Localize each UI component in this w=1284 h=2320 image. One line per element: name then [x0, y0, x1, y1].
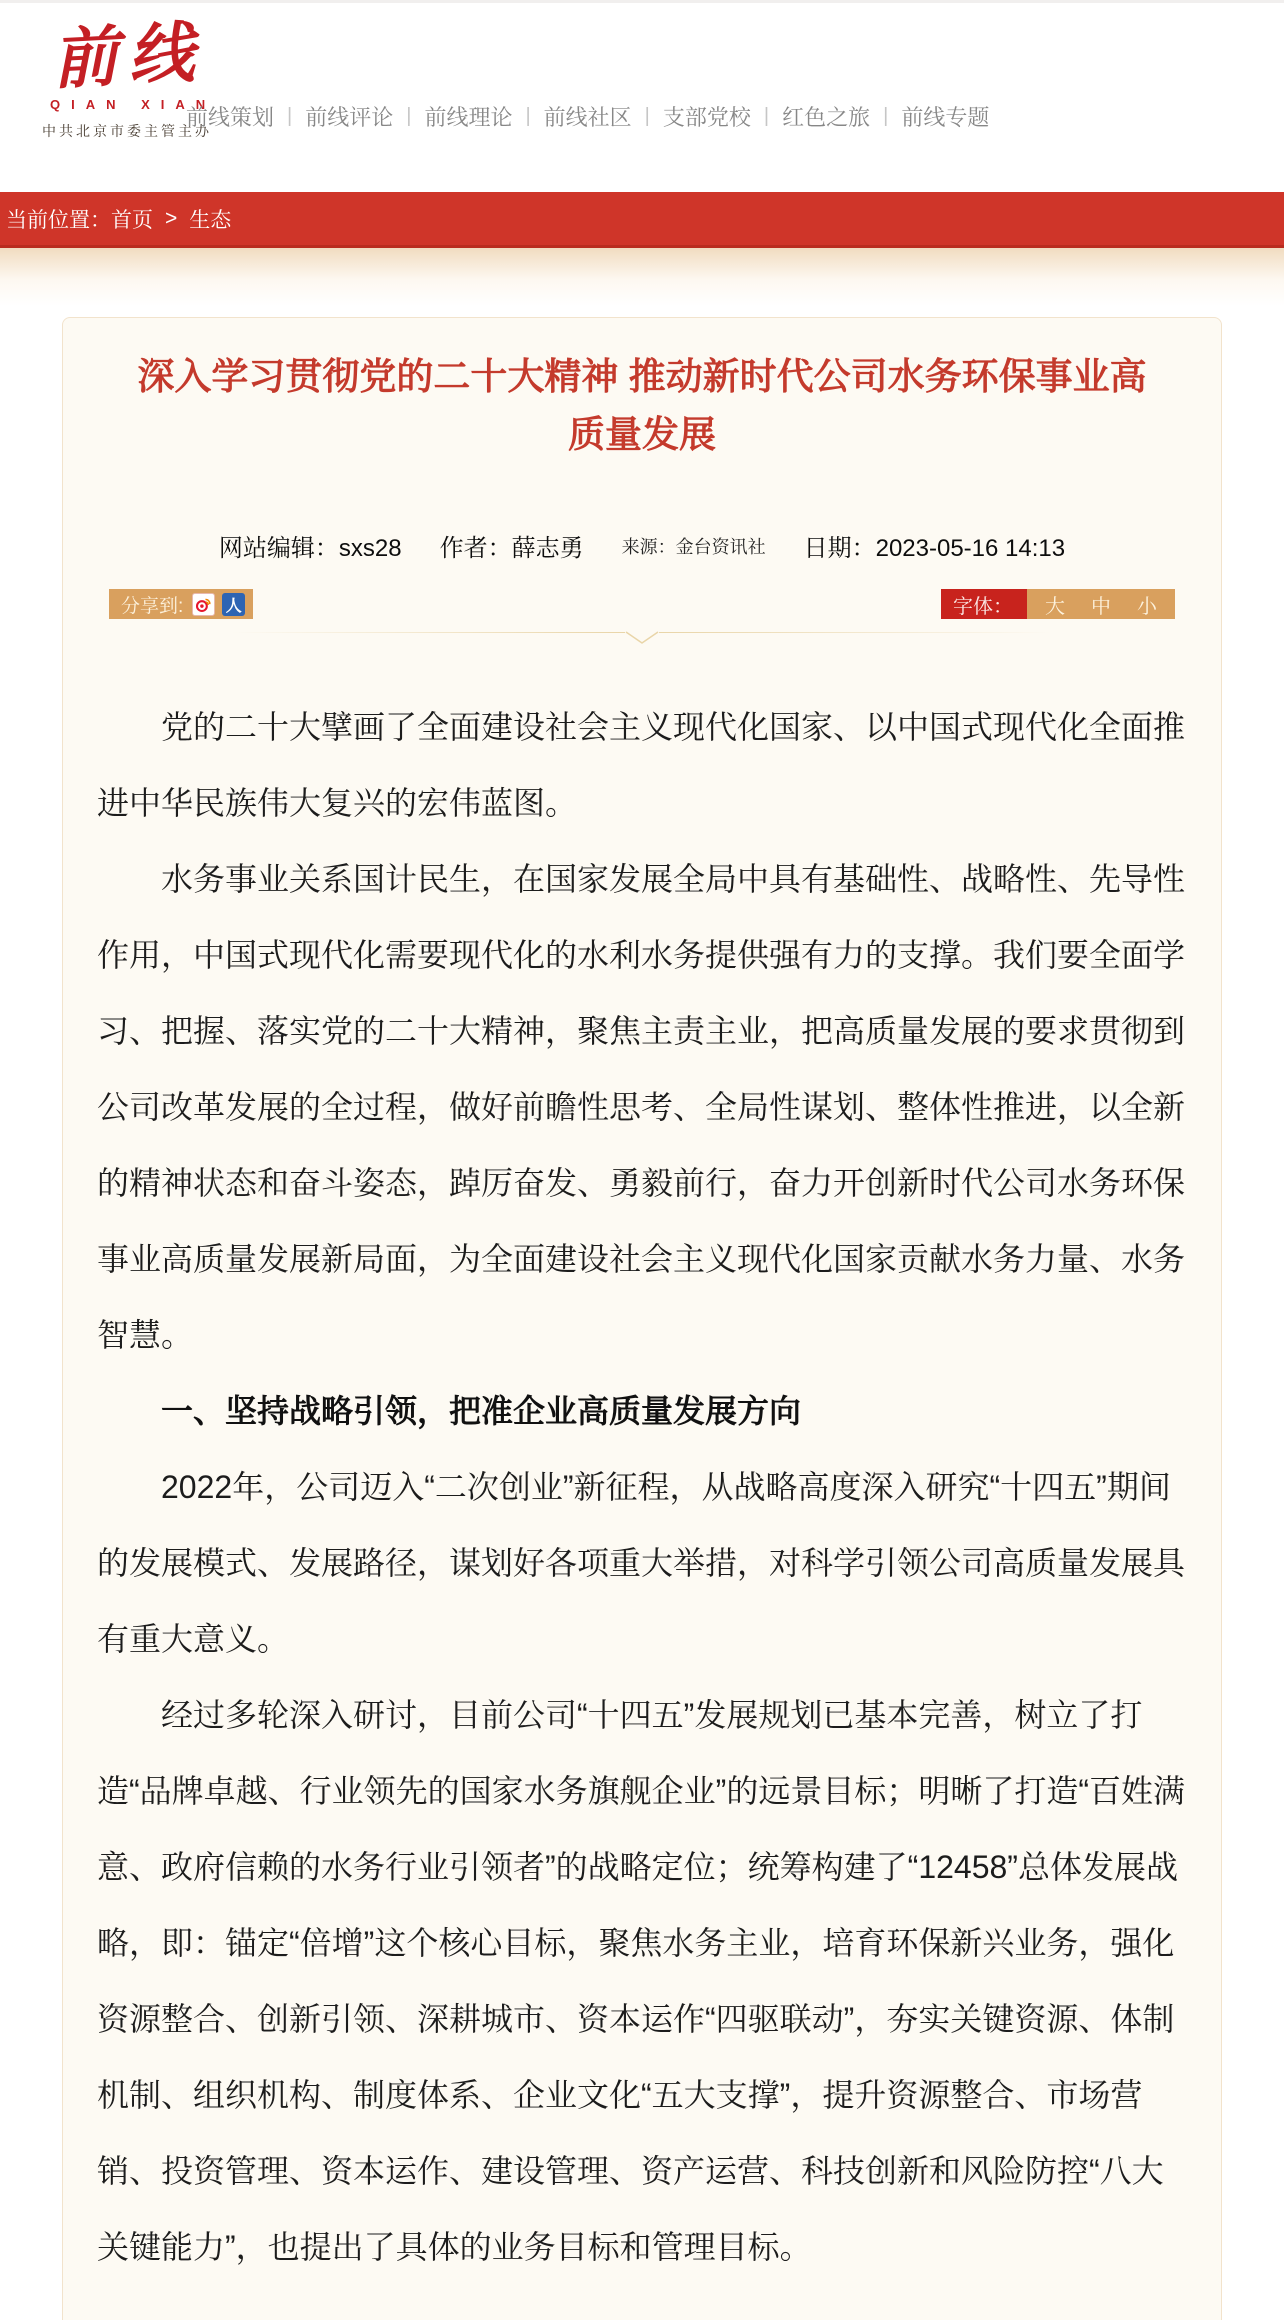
meta-editor: 网站编辑：sxs28: [218, 535, 402, 562]
logo-pinyin: QIAN XIAN: [50, 97, 217, 112]
section-heading: 一、坚持战略引领，把准企业高质量发展方向: [161, 1393, 802, 1429]
font-size-small-button[interactable]: 小: [1137, 595, 1157, 618]
nav-divider: |: [644, 105, 650, 127]
share-label: 分享到:: [121, 595, 184, 617]
weibo-share-icon[interactable]: [192, 593, 215, 616]
nav-divider: |: [763, 105, 770, 127]
paragraph: 经过多轮深入研讨，目前公司“十四五”发展规划已基本完善，树立了打造“品牌卓越、行业领先的国家水务旗舰企业”的远景目标；明晰了打造“百姓满意、政府信赖的水务行业引领者”的战略定位；统筹构建了“12458”总体发展战略，即：锚定“倍增”这个核心目标，聚焦水务主业，培育环保新兴业务，强化资源整合、创新引领、深耕城市、资本运作“四驱联动”，夯实关键资源、体制机制、组织机构、制度体系、企业文化“五大支撑”，提升资源整合、市场营销、投资管理、资本运作、建设管理、资产运营、科技创新和风险防控“八大关键能力”，也提出了具体的业务目标和管理目标。: [97, 1697, 1185, 2265]
site-header: [0, 0, 1284, 192]
paragraph: 党的二十大擘画了全面建设社会主义现代化国家、以中国式现代化全面推进中华民族伟大复兴的宏伟蓝图。: [97, 709, 1186, 821]
breadcrumb-category-link[interactable]: 生态: [189, 208, 232, 232]
logo-tagline: 中共北京市委主管主办: [42, 124, 212, 140]
article-toolbar: [63, 589, 1221, 619]
font-size-options: [1027, 589, 1175, 619]
nav-item-qianxian-shequ[interactable]: 前线社区: [543, 105, 632, 130]
font-size-medium-button[interactable]: 中: [1091, 595, 1111, 618]
nav-item-qianxian-lilun[interactable]: 前线理论: [424, 105, 513, 130]
font-size-widget: [941, 589, 1175, 619]
nav-item-hongse-zhilv[interactable]: 红色之旅: [782, 105, 871, 130]
people-daily-share-icon[interactable]: 人: [222, 593, 245, 616]
font-size-label: 字体：: [941, 589, 1027, 619]
nav-divider: |: [883, 105, 889, 127]
title-body-divider: [232, 631, 1052, 645]
article-meta: [63, 528, 1221, 563]
meta-author: 作者：薛志勇: [439, 535, 584, 562]
paragraph: 2022年，公司迈入“二次创业”新征程，从战略高度深入研究“十四五”期间的发展模式、发展路径，谋划好各项重大举措，对科学引领公司高质量发展具有重大意义。: [97, 1469, 1186, 1657]
nav-item-qianxian-cehua[interactable]: 前线策划: [186, 105, 275, 130]
breadcrumb-home-link[interactable]: 首页: [111, 208, 153, 232]
share-bar: [109, 589, 253, 619]
meta-source: 来源：金台资讯社: [621, 536, 766, 557]
chevron-down-icon: [625, 631, 659, 645]
nav-divider: |: [525, 105, 531, 127]
nav-item-qianxian-pinglun[interactable]: 前线评论: [305, 105, 394, 130]
article-card: [62, 317, 1222, 2320]
header-fade-band: [0, 248, 1284, 306]
page-title: 深入学习贯彻党的二十大精神 推动新时代公司水务环保事业高质量发展: [137, 356, 1147, 455]
nav-divider: |: [287, 105, 293, 127]
article-body: [63, 689, 1221, 2285]
nav-divider: |: [406, 105, 412, 127]
breadcrumb-separator: >: [165, 206, 178, 230]
font-size-large-button[interactable]: 大: [1045, 595, 1065, 618]
nav-item-qianxian-zhuanti[interactable]: 前线专题: [901, 105, 990, 130]
main-nav: [186, 101, 989, 132]
breadcrumb-label: 当前位置：: [6, 208, 111, 232]
logo-calligraphy: 前线: [50, 12, 206, 99]
paragraph: 水务事业关系国计民生，在国家发展全局中具有基础性、战略性、先导性作用，中国式现代化需要现代化的水利水务提供强有力的支撑。我们要全面学习、把握、落实党的二十大精神，聚焦主责主业，把高质量发展的要求贯彻到公司改革发展的全过程，做好前瞻性思考、全局性谋划、整体性推进，以全新的精神状态和奋斗姿态，踔厉奋发、勇毅前行，奋力开创新时代公司水务环保事业高质量发展新局面，为全面建设社会主义现代化国家贡献水务力量、水务智慧。: [97, 861, 1186, 1353]
breadcrumb: [0, 192, 1284, 248]
meta-date: 日期：2023-05-16 14:13: [803, 535, 1066, 562]
nav-item-zhibu-dangxiao[interactable]: 支部党校: [662, 105, 751, 130]
